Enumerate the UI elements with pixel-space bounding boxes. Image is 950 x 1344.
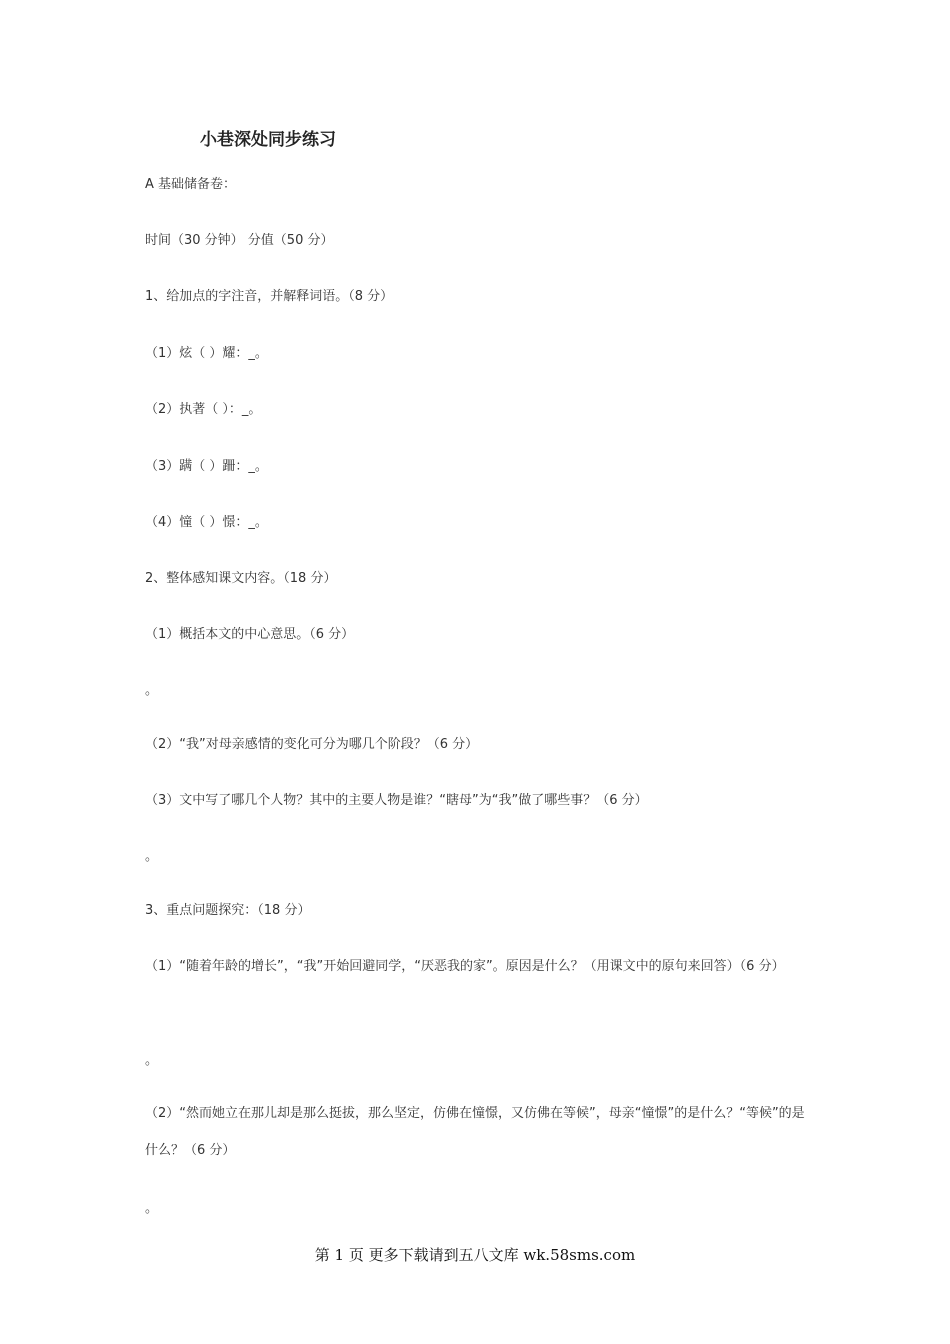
question-2-heading: 2、整体感知课文内容。（18 分） [145,571,337,586]
answer-blank: 。 [145,683,159,698]
question-3-sub-1: （1）“随着年龄的增长”，“我”开始回避同学，“厌恶我的家”。原因是什么？（用课文中的原句来回答）（6 分） [145,959,785,974]
document-title: 小巷深处同步练习 [200,130,336,150]
answer-blank: 。 [145,1053,159,1068]
question-1-item: （1）炫（ ）耀：_。 [145,346,268,361]
question-1-item: （4）憧（ ）憬：_。 [145,515,268,530]
question-1-item: （3）蹒（ ）跚：_。 [145,459,268,474]
question-2-sub-3: （3）文中写了哪几个人物？其中的主要人物是谁？“瞎母”为“我”做了哪些事？（6 分） [145,793,648,808]
question-1-heading: 1、给加点的字注音，并解释词语。（8 分） [145,289,394,304]
question-2-sub-2: （2）“我”对母亲感情的变化可分为哪几个阶段？（6 分） [145,737,479,752]
question-3-heading: 3、重点问题探究：（18 分） [145,903,311,918]
question-2-sub-1: （1）概括本文的中心意思。（6 分） [145,627,355,642]
question-1-item: （2）执著（ ）：_。 [145,402,262,417]
question-3-sub-2: （2）“然而她立在那儿却是那么挺拔，那么坚定，仿佛在憧憬，又仿佛在等候”，母亲“憧憬”的是什么？“等候”的是什么？（6 分） [145,1106,805,1158]
time-score-info: 时间（30 分钟） 分值（50 分） [145,233,334,248]
page-footer: 第 1 页 更多下载请到五八文库 wk.58sms.com [314,1246,636,1264]
answer-blank: 。 [145,1201,159,1216]
section-heading: A 基础储备卷： [145,177,237,192]
answer-blank: 。 [145,849,159,864]
